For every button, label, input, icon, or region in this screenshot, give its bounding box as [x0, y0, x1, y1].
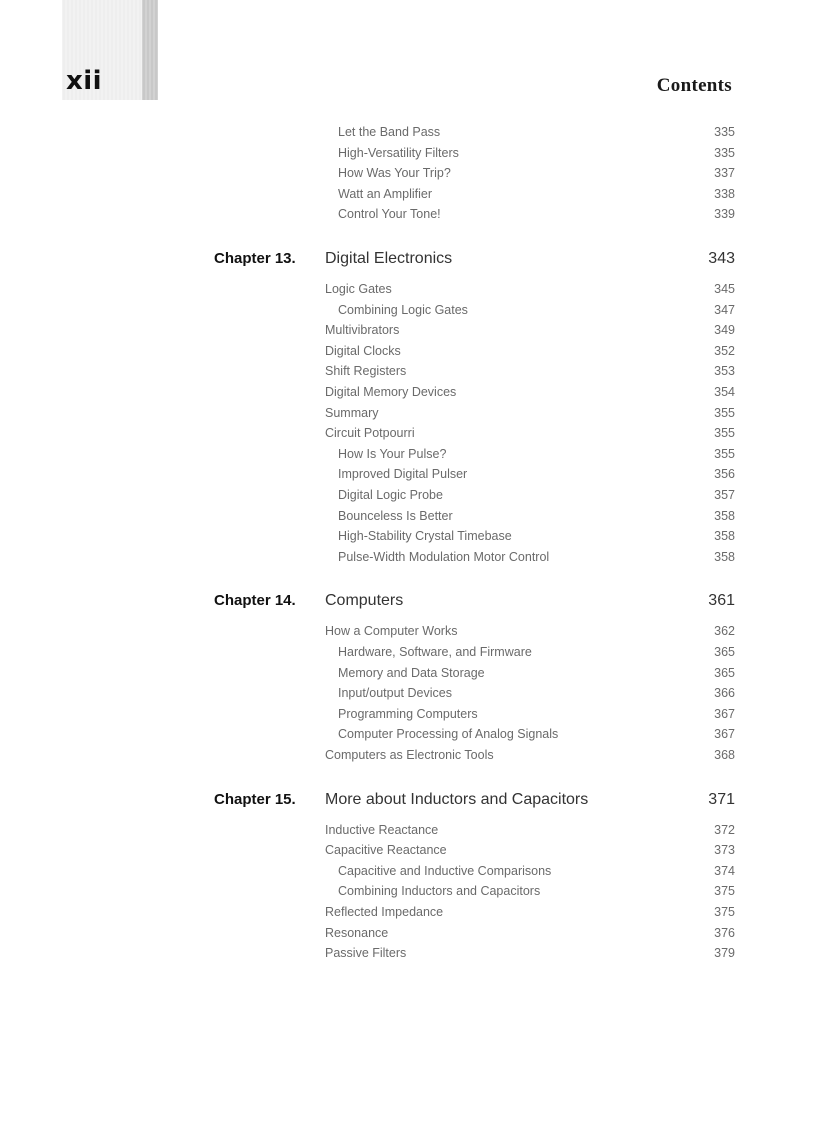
toc-entry-page: 375	[714, 884, 735, 899]
toc-entry	[0, 526, 816, 546]
toc-entry-page: 379	[714, 946, 735, 961]
chapter-page: 343	[708, 250, 735, 267]
toc-entry	[0, 464, 816, 484]
chapter-title: More about Inductors and Capacitors	[325, 790, 589, 808]
toc-entry	[0, 122, 816, 142]
toc-entry-title: How Was Your Trip?	[338, 166, 451, 181]
toc-entry-title: Capacitive and Inductive Comparisons	[338, 863, 552, 878]
toc-entry-title: How Is Your Pulse?	[338, 446, 447, 461]
toc-entry-page: 339	[714, 207, 735, 222]
toc-entry-title: Pulse-Width Modulation Motor Control	[338, 549, 550, 564]
toc-entry-title: Computer Processing of Analog Signals	[338, 727, 559, 742]
toc-entry	[0, 279, 816, 299]
toc-entry-page: 345	[714, 282, 735, 296]
toc-entry-title: Capacitive Reactance	[325, 843, 447, 858]
toc-entry-page: 372	[714, 822, 735, 837]
toc-entry	[0, 403, 816, 423]
toc-entry-page: 357	[714, 488, 735, 502]
toc-entry-page: 358	[714, 508, 735, 523]
toc-entry-page: 338	[714, 186, 735, 201]
toc-entry	[0, 943, 816, 963]
toc-entry	[0, 382, 816, 402]
toc-entry-page: 376	[714, 925, 735, 940]
toc-entry-title: Let the Band Pass	[338, 125, 441, 139]
toc-entry-page: 358	[714, 529, 735, 544]
toc-entry-title: Programming Computers	[338, 706, 478, 721]
toc-entry	[0, 423, 816, 443]
toc-entry	[0, 184, 816, 204]
toc-entry	[0, 547, 816, 567]
running-head: Contents	[656, 75, 732, 96]
toc-entry	[0, 361, 816, 381]
toc-entry-page: 347	[714, 302, 735, 317]
toc-entry	[0, 300, 816, 320]
toc-entry-title: Improved Digital Pulser	[338, 467, 468, 482]
chapter-label: Chapter 14.	[214, 592, 296, 610]
toc-entry-title: Digital Memory Devices	[325, 385, 457, 399]
toc-entry	[0, 320, 816, 340]
toc-entry-page: 337	[714, 166, 735, 181]
toc-entry-title: Combining Inductors and Capacitors	[338, 884, 541, 899]
toc-entry-page: 355	[714, 405, 735, 420]
toc-entry-page: 355	[714, 426, 735, 441]
toc-entry-page: 367	[714, 706, 735, 721]
toc-entry-page: 373	[714, 843, 735, 858]
toc-entry-page: 352	[714, 343, 735, 358]
toc-entry-title: Digital Clocks	[325, 343, 401, 358]
toc-entry-page: 366	[714, 686, 735, 701]
toc-entry-page: 356	[714, 467, 735, 482]
toc-entry-title: Bounceless Is Better	[338, 508, 453, 523]
toc-entry	[0, 724, 816, 744]
page-number: xii	[66, 66, 103, 96]
toc-entry-title: Digital Logic Probe	[338, 488, 443, 502]
toc-chapter	[0, 788, 816, 812]
toc-entry-title: Watt an Amplifier	[338, 186, 433, 201]
toc-entry-title: Passive Filters	[325, 946, 407, 961]
toc-entry-title: Inductive Reactance	[325, 822, 439, 837]
toc-entry	[0, 506, 816, 526]
toc-entry-page: 353	[714, 364, 735, 379]
toc-entry-page: 349	[714, 323, 735, 338]
toc-entry	[0, 143, 816, 163]
chapter-page: 361	[708, 592, 735, 610]
chapter-title: Computers	[325, 592, 404, 610]
toc-entry-title: Memory and Data Storage	[338, 665, 485, 680]
toc-entry-page: 358	[714, 549, 735, 564]
toc-entry-page: 335	[714, 145, 735, 160]
toc-chapter	[0, 247, 816, 271]
toc-entry-page: 355	[714, 446, 735, 461]
toc-entry-page: 365	[714, 645, 735, 659]
toc-entry	[0, 881, 816, 901]
toc-entry-title: Circuit Potpourri	[325, 426, 415, 441]
toc-entry-title: High-Stability Crystal Timebase	[338, 529, 512, 544]
toc-entry	[0, 621, 816, 641]
toc-entry-title: Hardware, Software, and Firmware	[338, 645, 532, 659]
toc-entry-page: 335	[714, 125, 735, 139]
toc-entry-title: Computers as Electronic Tools	[325, 748, 494, 762]
toc-entry-page: 367	[714, 727, 735, 742]
toc-entry	[0, 485, 816, 505]
chapter-label: Chapter 15.	[214, 790, 296, 808]
chapter-title: Digital Electronics	[325, 250, 453, 267]
toc-entry	[0, 704, 816, 724]
toc-entry-title: Resonance	[325, 925, 389, 940]
toc-entry-title: Combining Logic Gates	[338, 302, 468, 317]
toc-entry	[0, 163, 816, 183]
toc-entry-title: Multivibrators	[325, 323, 400, 338]
toc-entry-title: Reflected Impedance	[325, 905, 444, 919]
toc-entry-page: 374	[714, 863, 735, 878]
toc-entry	[0, 642, 816, 662]
toc-entry-title: Summary	[325, 405, 379, 420]
toc-entry	[0, 341, 816, 361]
chapter-label: Chapter 13.	[214, 250, 296, 267]
toc-entry-title: Control Your Tone!	[338, 207, 441, 222]
toc-entry	[0, 840, 816, 860]
toc-entry-page: 375	[714, 905, 735, 919]
toc-chapter	[0, 589, 816, 613]
toc-entry-page: 368	[714, 748, 735, 762]
toc-entry	[0, 683, 816, 703]
toc-entry	[0, 663, 816, 683]
toc-entry	[0, 204, 816, 224]
toc-entry-title: High-Versatility Filters	[338, 145, 459, 160]
toc-entry-title: Shift Registers	[325, 364, 407, 379]
toc-entry	[0, 861, 816, 881]
toc-entry	[0, 745, 816, 765]
chapter-page: 371	[708, 790, 735, 808]
toc-entry-page: 365	[714, 665, 735, 680]
toc-entry-title: Logic Gates	[325, 282, 392, 296]
toc-entry-title: How a Computer Works	[325, 624, 458, 639]
toc-entry	[0, 902, 816, 922]
toc-entry	[0, 923, 816, 943]
toc-entry-page: 354	[714, 385, 735, 399]
toc-entry	[0, 820, 816, 840]
toc-entry-title: Input/output Devices	[338, 686, 452, 701]
toc-entry	[0, 444, 816, 464]
toc-entry-page: 362	[714, 624, 735, 639]
